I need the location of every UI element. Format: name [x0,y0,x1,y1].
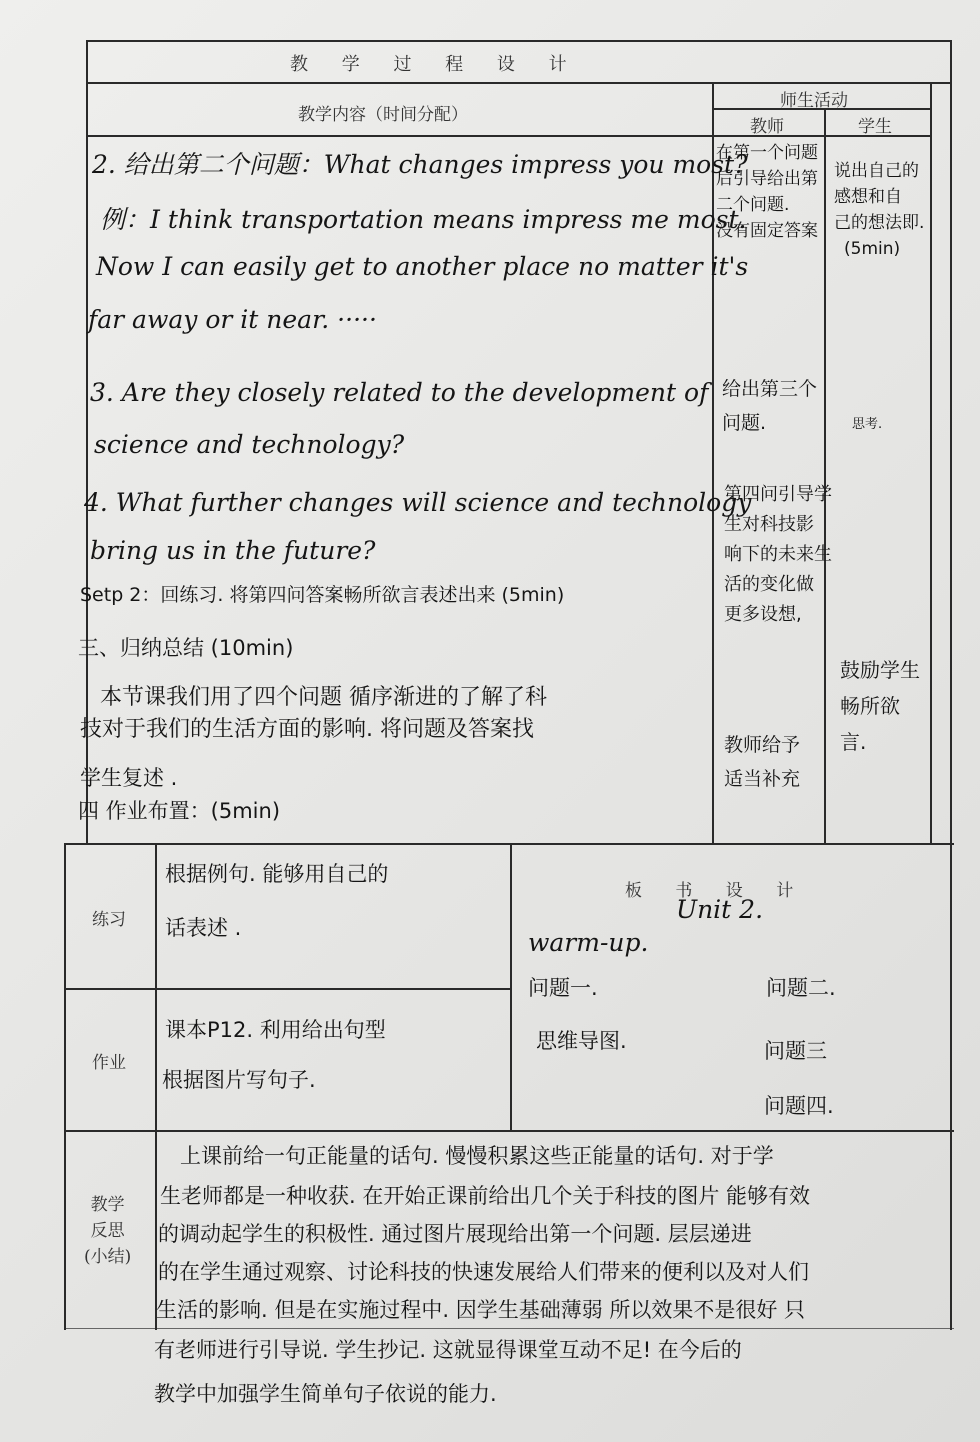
board-question-3: 问题三 [764,1039,827,1063]
board-question-1: 问题一. [528,976,598,1000]
row-divider [64,1328,954,1329]
practice-line: 话表述 . [165,916,242,940]
column-divider [510,843,512,1130]
content-column-header: 教学内容（时间分配） [298,105,468,125]
homework-line: 根据图片写句子. [162,1068,316,1092]
reflection-label: 教学 反思 (小结) [84,1195,132,1267]
teacher-note: 教师给予 适当补充 [724,734,801,790]
homework-line: 课本P12. 利用给出句型 [165,1018,386,1042]
student-note: 鼓励学生 畅所欲 言. [840,658,920,754]
content-line: 4. What further changes will science and technology [84,488,752,517]
content-line: 学生复述 . [80,766,178,790]
content-line: far away or it near. ····· [88,305,377,334]
row-divider [64,988,510,990]
teacher-note: 第四问引导学 生对科技影 响下的未来生 活的变化做 更多设想, [724,484,832,625]
reflection-line: 生活的影响. 但是在实施过程中. 因学生基础薄弱 所以效果不是很好 只 [156,1298,806,1322]
teacher-note: 在第一个问题 后引导给出第 二个问题. 没有固定答案 [716,143,818,241]
content-line: 三、归纳总结 (10min) [78,636,294,660]
content-line: science and technology? [94,430,405,459]
reflection-line: 教学中加强学生简单句子依说的能力. [154,1382,497,1406]
page-title: 教 学 过 程 设 计 [290,54,581,75]
board-design-title: 板 书 设 计 [625,881,808,901]
reflection-line: 生老师都是一种收获. 在开始正课前给出几个关于科技的图片 能够有效 [160,1184,811,1208]
student-column-header: 学生 [858,117,892,137]
practice-line: 根据例句. 能够用自己的 [165,862,389,886]
board-question-4: 问题四. [764,1094,834,1118]
teacher-column-header: 教师 [750,117,784,137]
homework-label: 作业 [92,1053,126,1073]
table-border-right [950,40,952,1330]
activity-column-header: 师生活动 [780,91,848,111]
content-line: 四 作业布置：(5min) [78,799,281,823]
board-warmup: warm-up. [528,928,649,957]
practice-label: 练习 [92,910,126,930]
content-line: 本节课我们用了四个问题 循序渐进的了解了科 [100,685,547,710]
content-line: bring us in the future? [90,536,376,565]
reflection-line: 有老师进行引导说. 学生抄记. 这就显得课堂互动不足! 在今后的 [154,1338,742,1362]
column-divider [824,108,826,843]
reflection-line: 上课前给一句正能量的话句. 慢慢积累这些正能量的话句. 对于学 [180,1144,774,1168]
column-divider [155,843,157,1330]
table-border-top [86,40,952,42]
content-line: 例：I think transportation means impress me most. [100,205,747,234]
content-line: Setp 2：回练习. 将第四问答案畅所欲言表述出来 (5min) [80,584,565,606]
row-divider [64,1130,954,1132]
content-line: 技对于我们的生活方面的影响. 将问题及答案找 [80,717,534,742]
content-line: 2. 给出第二个问题：What changes impress you most? [92,150,748,179]
content-line: 3. Are they closely related to the development of [90,378,709,407]
teacher-note: 给出第三个 问题. [722,378,818,434]
board-question-2: 问题二. [766,976,836,1000]
board-unit: Unit 2. [676,895,764,924]
column-divider [64,843,66,1330]
row-divider [86,82,950,84]
reflection-line: 的调动起学生的积极性. 通过图片展现给出第一个问题. 层层递进 [158,1222,752,1246]
row-divider [64,843,954,845]
row-divider [86,135,930,137]
student-note: 思考. [852,417,883,432]
student-note: 说出自己的 感想和自 己的想法即. (5min) [834,161,925,259]
column-divider [930,82,932,843]
column-divider [712,82,714,843]
reflection-line: 的在学生通过观察、讨论科技的快速发展给人们带来的便利以及对人们 [158,1260,809,1284]
content-line: Now I can easily get to another place no matter it's [96,252,749,281]
board-mindmap: 思维导图. [536,1029,627,1053]
